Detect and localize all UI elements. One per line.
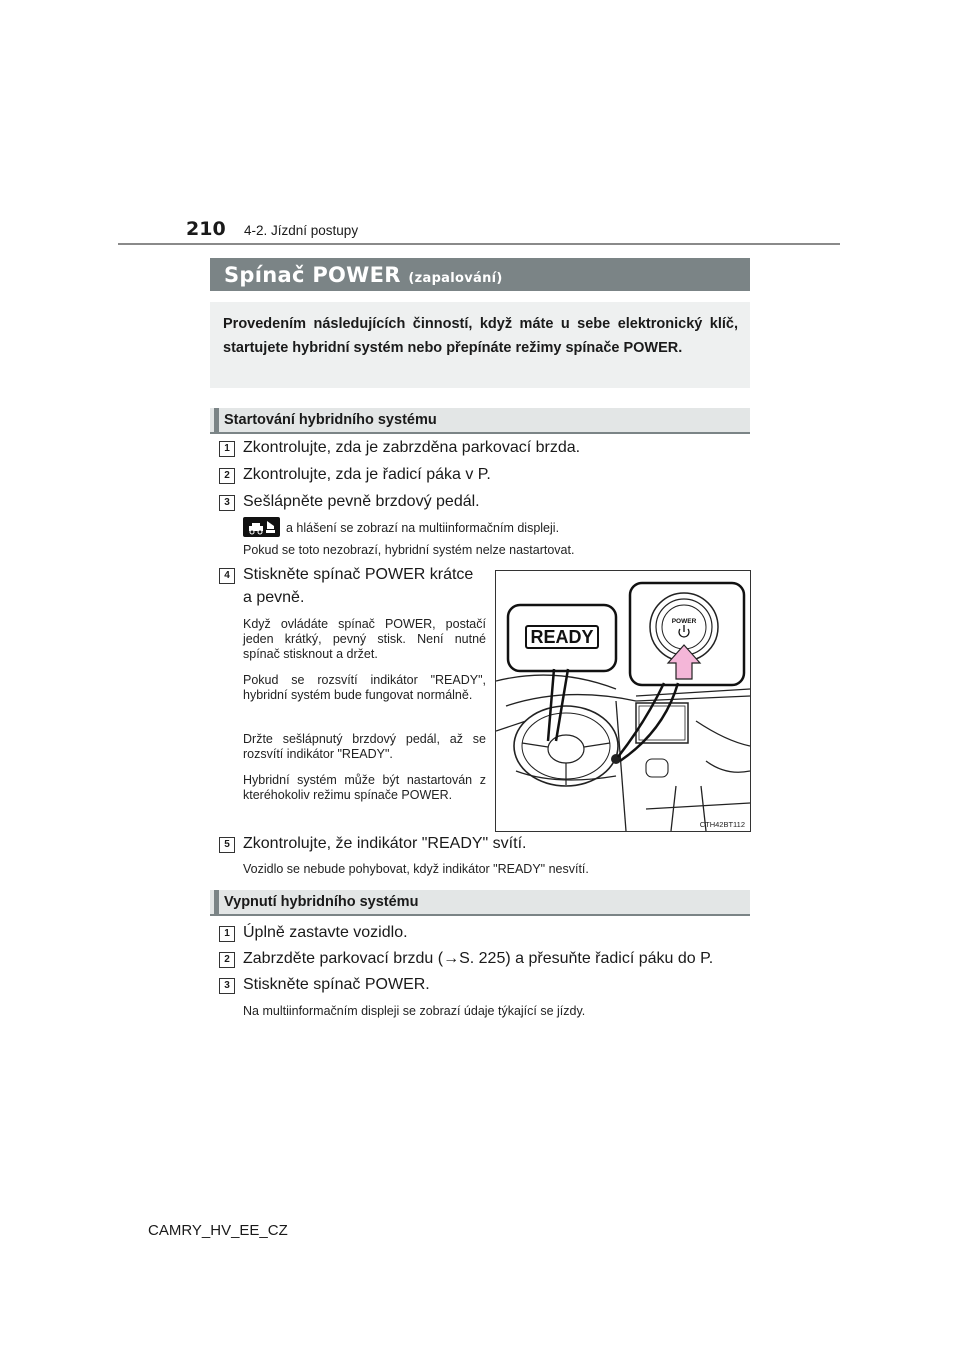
step-badge: 2 <box>219 468 235 484</box>
stop-step3-note: Na multiinformačním displeji se zobrazí údaje týkající se jízdy. <box>243 1004 586 1018</box>
step-badge: 5 <box>219 837 235 853</box>
step-badge: 3 <box>219 495 235 511</box>
brake-indicator-icon <box>243 517 280 537</box>
page-title-sub: (zapalování) <box>408 271 503 286</box>
page-title: Spínač POWER (zapalování) <box>224 263 503 287</box>
step-text: Úplně zastavte vozidlo. <box>243 924 408 941</box>
stop-section-heading: Vypnutí hybridního systému <box>210 890 750 916</box>
step-badge: 4 <box>219 568 235 584</box>
footer-model-code: CAMRY_HV_EE_CZ <box>148 1222 288 1239</box>
header-rule <box>118 243 840 245</box>
step-text: Zkontrolujte, zda je řadicí páka v P. <box>243 466 491 483</box>
section-label: 4-2. Jízdní postupy <box>244 223 359 238</box>
step-text: Sešlápněte pevně brzdový pedál. <box>243 493 480 510</box>
step-text: Zkontrolujte, zda je zabrzděna parkovací brzda. <box>243 439 581 456</box>
step-text: Stiskněte spínač POWER krátce <box>243 566 474 583</box>
step3-note-1: a hlášení se zobrazí na multiinformačním displeji. <box>286 521 560 535</box>
ready-indicator-label: READY <box>530 627 594 647</box>
step-badge: 3 <box>219 978 235 994</box>
step4-note-1: Když ovládáte spínač POWER, postačí jeden krátký, pevný stisk. Není nutné spínač stisknout a držet. <box>243 617 486 661</box>
step-badge: 1 <box>219 441 235 457</box>
step-text: Stiskněte spínač POWER. <box>243 976 430 993</box>
intro-text: Provedením následujících činností, když máte u sebe elektronický klíč, startujete hybridní systém nebo přepínáte režimy spínače POWER. <box>223 316 738 356</box>
heading-marker <box>214 408 219 432</box>
figure-code: CTH42BT112 <box>699 820 745 829</box>
step4-note-3: Držte sešlápnutý brzdový pedál, až se rozsvítí indikátor "READY". <box>243 732 486 761</box>
page-number: 210 <box>186 218 226 240</box>
step-text: Zkontrolujte, že indikátor "READY" svítí. <box>243 835 527 852</box>
start-section-heading: Startování hybridního systému <box>210 408 750 434</box>
page-title-band <box>210 258 750 291</box>
step4-note-2: Pokud se rozsvítí indikátor "READY", hybridní systém bude fungovat normálně. <box>243 673 486 702</box>
step-text: Zabrzděte parkovací brzdu (→S. 225) a přesuňte řadicí páku do P. <box>243 950 714 967</box>
power-button-label: POWER <box>671 618 697 625</box>
heading-marker <box>214 890 219 914</box>
dashboard-illustration <box>495 570 751 832</box>
intro-box <box>210 302 750 388</box>
step3-note-2: Pokud se toto nezobrazí, hybridní systém nelze nastartovat. <box>243 543 575 557</box>
step5-note: Vozidlo se nebude pohybovat, když indikátor "READY" nesvítí. <box>243 862 589 876</box>
step4-note-4: Hybridní systém může být nastartován z kteréhokoliv režimu spínače POWER. <box>243 773 486 802</box>
step-badge: 1 <box>219 926 235 942</box>
step-text: a pevně. <box>243 589 305 606</box>
step-badge: 2 <box>219 952 235 968</box>
